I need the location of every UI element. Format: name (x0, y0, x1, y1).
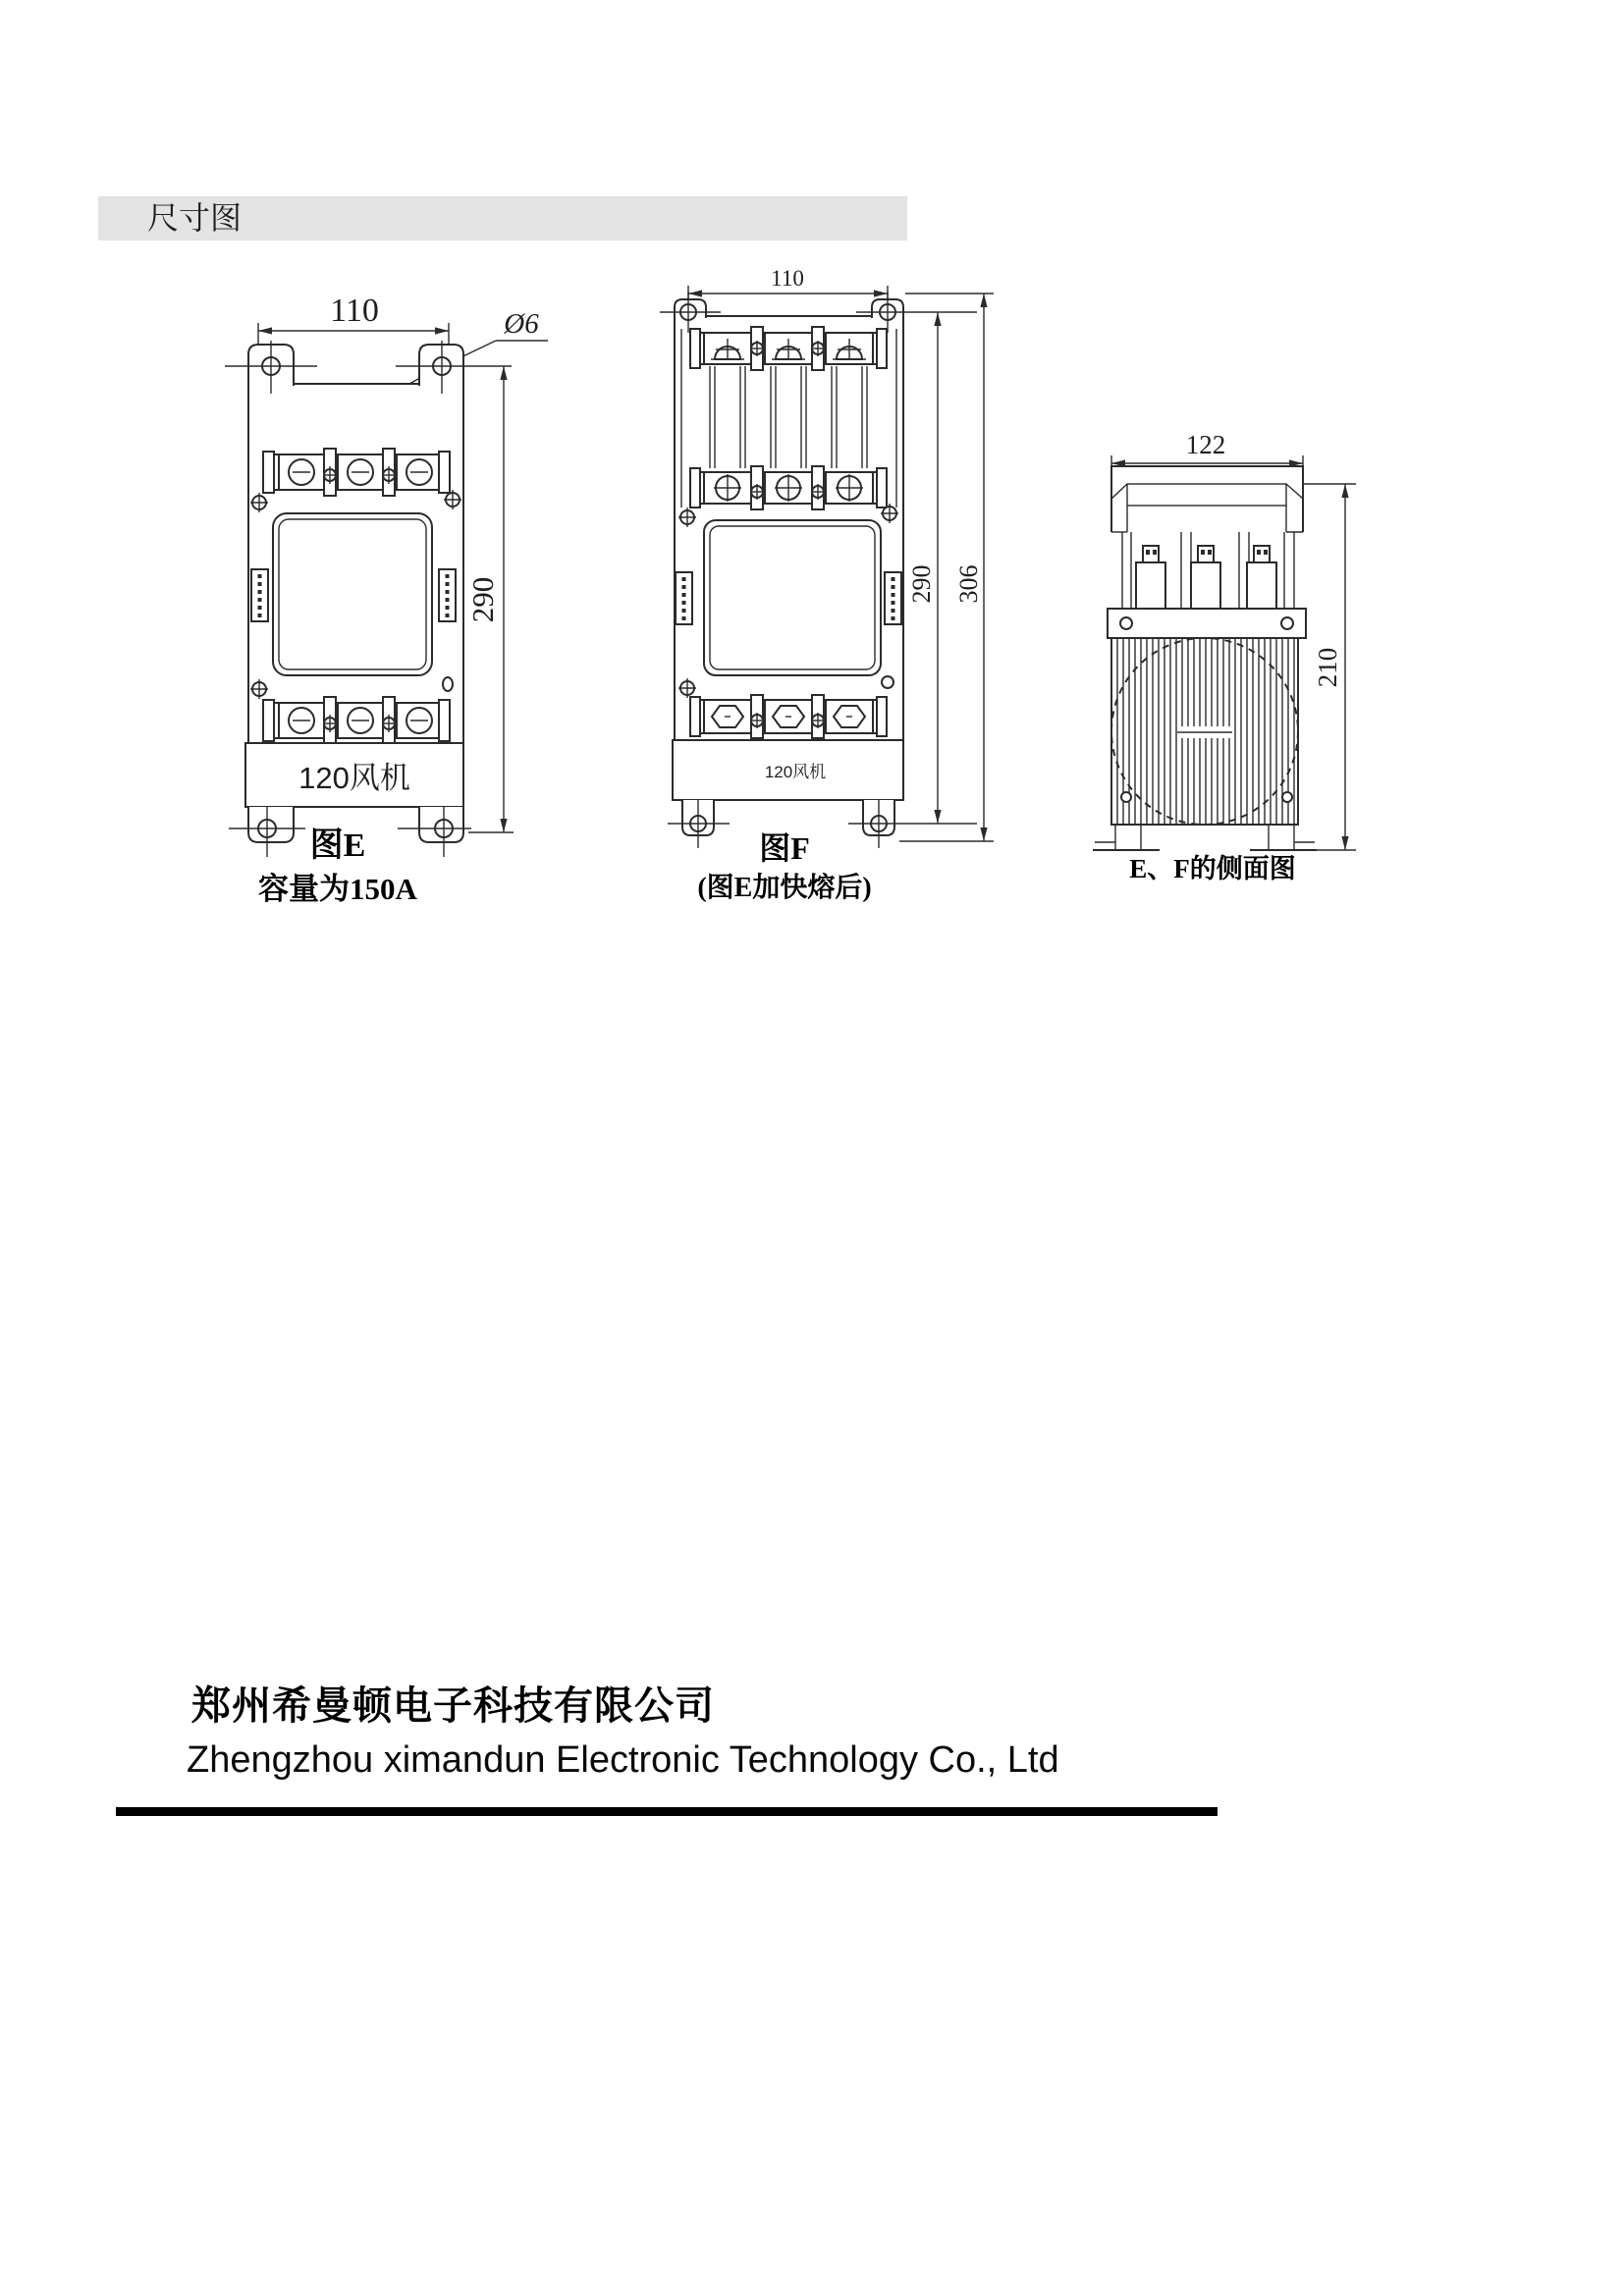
dim-height-side: 210 (1313, 647, 1342, 688)
figure-f (638, 260, 1051, 913)
width-dimension-f (688, 266, 888, 299)
dim-height-total-f: 306 (954, 564, 983, 604)
terminal-posts-side (1122, 532, 1294, 609)
dim-width-e: 110 (330, 293, 379, 329)
control-connector-right (885, 572, 901, 624)
fuse-terminal-row-top (690, 327, 887, 370)
mounting-bracket-side (1111, 466, 1303, 532)
fan-label-f: 120风机 (764, 763, 827, 781)
terminal-block-top-e (263, 449, 450, 496)
fuse-assembly (681, 327, 896, 509)
module-window-e (273, 513, 432, 675)
footer-rule (116, 1807, 1218, 1816)
heatsink-side (1093, 609, 1317, 850)
height-dimension-side (1303, 484, 1356, 850)
figure-e (162, 290, 555, 913)
fuse-terminal-row-bottom (690, 466, 887, 509)
figure-e-drawing (162, 290, 555, 908)
caption-figure-e: 图E (309, 828, 366, 864)
dim-height-body-f: 290 (907, 564, 936, 604)
dim-width-side: 122 (1185, 430, 1226, 459)
dim-height-e: 290 (465, 576, 500, 623)
width-dimension-e (258, 293, 449, 350)
terminal-block-bottom-f (690, 695, 887, 738)
figure-side (1065, 422, 1380, 898)
height-dimension-body-f (907, 312, 938, 824)
dim-hole-e: Ø6 (504, 308, 539, 340)
module-window-f (704, 520, 881, 675)
caption-figure-f: 图F (759, 830, 810, 866)
control-connector-right (439, 569, 456, 621)
subcaption-figure-f: (图E加快熔后) (697, 873, 872, 903)
company-name-cn: 郑州希曼顿电子科技有限公司 (191, 1683, 715, 1728)
subcaption-figure-e: 容量为150A (258, 872, 417, 906)
width-dimension-side (1111, 430, 1303, 469)
figure-side-drawing (1065, 422, 1380, 893)
height-dimension-e (465, 366, 514, 832)
figure-f-drawing (638, 260, 1051, 908)
control-connector-left (676, 572, 692, 624)
fan-label-e: 120风机 (298, 761, 410, 795)
control-connector-left (251, 569, 268, 621)
section-header: 尺寸图 (98, 196, 907, 240)
terminal-block-bottom-e (263, 697, 450, 744)
dim-width-f: 110 (771, 266, 804, 291)
company-name-en: Zhengzhou ximandun Electronic Technology Co., Ltd (187, 1739, 1059, 1781)
caption-figure-side: E、F的侧面图 (1129, 854, 1296, 883)
